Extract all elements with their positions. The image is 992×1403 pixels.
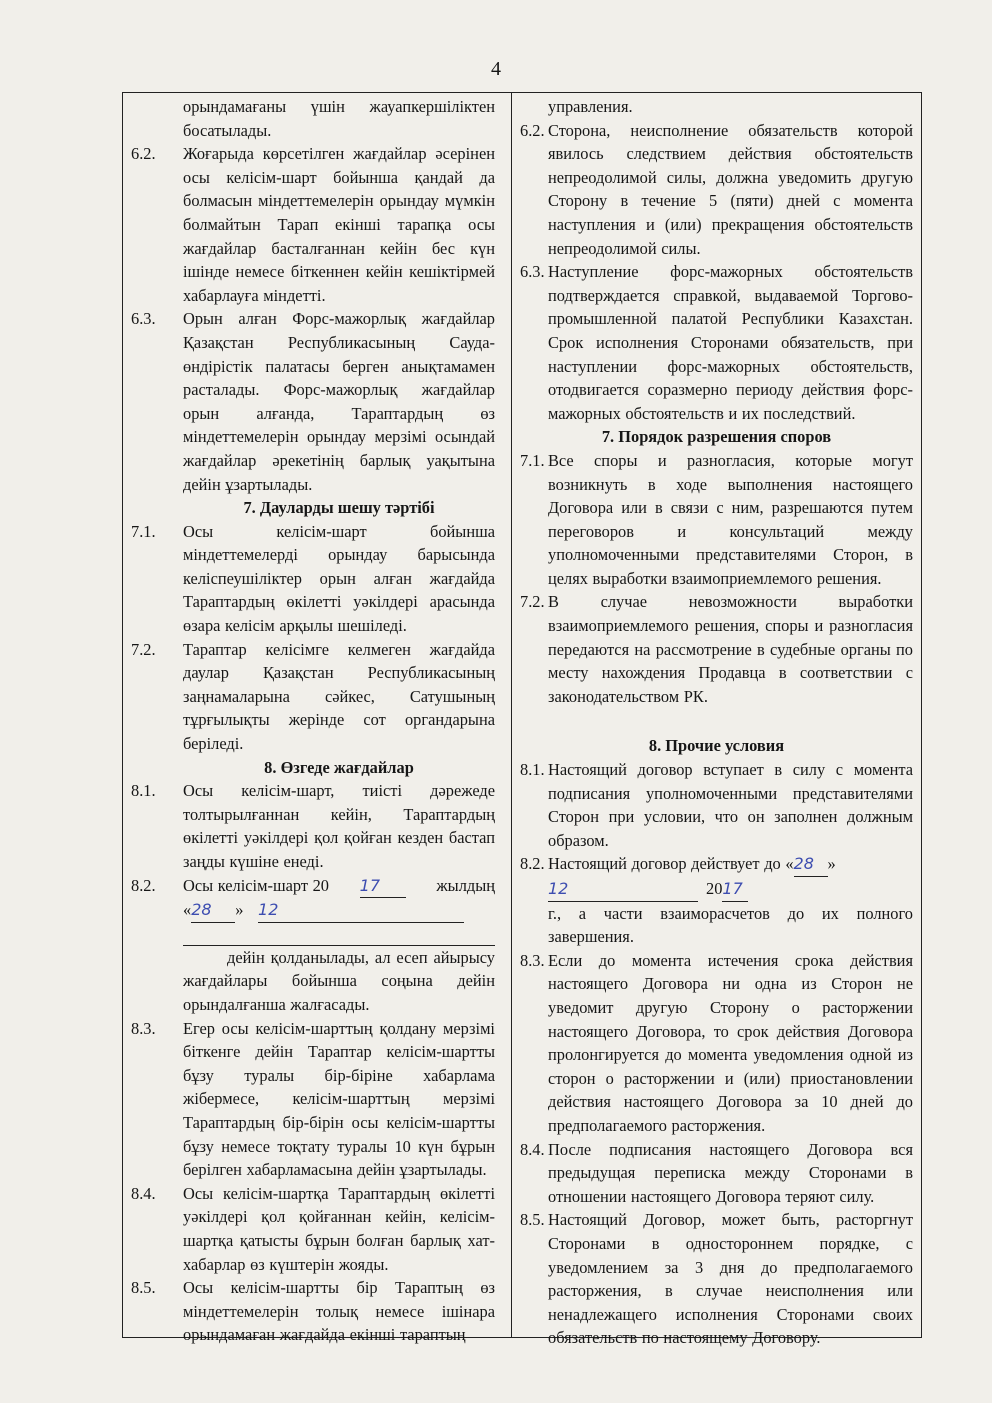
clause-text: Сторона, неисполнение обязательств которой явилось следствием действия обстоятельств непреодолимой силы, должна уведомить другую Сторону в течение 5 (пяти) дней с момента наступления и (или) прекращения обстоятельств непреодолимой силы. — [548, 120, 913, 258]
clause-text: Егер осы келісім-шарттың қолдану мерзімі біткенге дейін Тараптар келісім-шартты бұзу туралы бір-біріне хабарлама жібермесе, келісім-шарттың мерзімі Тараптардың бір-бірін осы келісім-шартты бұзу немесе тоқтату туралы 10 күн бұрын берілген хабарламасына дейін ұзартылады. — [183, 1018, 495, 1180]
left-clause-8-4 — [131, 1182, 495, 1276]
left-intro: орындамағаны үшін жауапкершіліктен босатылады. — [183, 97, 495, 140]
left-clause-7-1 — [131, 520, 495, 638]
left-clause-6-3 — [131, 307, 495, 496]
clause-number: 6.3. — [131, 309, 156, 329]
month-underline — [183, 923, 495, 946]
russian-column — [512, 93, 921, 1348]
clause-text — [183, 874, 495, 1017]
clause-number: 7.2. — [131, 639, 156, 659]
right-clause-8-5 — [520, 1208, 913, 1350]
clause-text: После подписания настоящего Договора вся предыдущая переписка между Сторонами в отношении настоящего Договора теряют силу. — [548, 1139, 913, 1206]
clause-number: 8.1. — [520, 760, 545, 780]
quote-close: » — [235, 900, 244, 920]
day-blank — [794, 852, 828, 877]
handwritten-month: 12 — [258, 900, 279, 920]
clause-number: 7.1. — [520, 450, 545, 470]
clause-text: Тараптар келісімге келмеген жағдайда даулар Қазақстан Республикасының заңнамаларына сәйкес, Сатушының тұрғылықты жерінде сот органдарына беріледі. — [183, 639, 495, 754]
left-clause-7-2 — [131, 638, 495, 756]
right-clause-8-3 — [520, 949, 913, 1138]
right-clause-6-2 — [520, 119, 913, 261]
right-clause-8-4 — [520, 1138, 913, 1209]
clause-number: 8.2. — [520, 854, 545, 874]
term-word: жылдың — [436, 875, 495, 895]
quote-close: » — [827, 854, 836, 874]
clause-text: Все споры и разногласия, которые могут возникнуть в ходе выполнения настоящего Договора или в связи с ним, разрешаются путем переговоров и консультаций между уполномоченными представителями Сторон, в целях выработки взаимоприемлемого решения. — [548, 450, 913, 588]
quote-open: « — [183, 900, 192, 920]
clause-text: В случае невозможности выработки взаимоприемлемого решения, споры и разногласия передаются на рассмотрение в судебные органы по месту нахождения Продавца в соответствии с законодательством РК. — [548, 592, 913, 706]
left-section-8-heading: 8. Өзгеде жағдайлар — [264, 757, 414, 777]
term-line — [183, 874, 495, 899]
handwritten-day: 28 — [191, 900, 212, 920]
page-number: 4 — [491, 58, 501, 80]
handwritten-month: 12 — [548, 879, 569, 898]
year-prefix: 20 — [706, 879, 723, 898]
right-clause-6-3 — [520, 260, 913, 425]
date-line — [548, 877, 913, 902]
clause-text: Наступление форс-мажорных обстоятельств подтверждается справкой, выдаваемой Торгово-промышленной палатой Республики Казахстан. Срок исполнения Сторонами обязательств, при наступлении форс-мажорных обстоятельств, отодвигается соразмерно периоду действия форс-мажорных обстоятельств и их последствий. — [548, 262, 913, 423]
clause-text: Осы келісім-шартты бір Тараптың өз міндеттемелерін толық немесе ішінара орындамаған жағдайда екінші тараптың — [183, 1278, 495, 1345]
clause-number: 8.5. — [131, 1278, 156, 1298]
clause-number: 6.2. — [131, 144, 156, 164]
contract-table — [122, 92, 922, 1348]
kazakh-column — [123, 93, 512, 1345]
term-rest: дейін қолданылады, ал есеп айырысу жағдайлары бойынша соңына дейін орындалғанша жалғасады. — [183, 947, 495, 1014]
clause-number: 8.5. — [520, 1210, 545, 1230]
quote-open: « — [785, 854, 794, 874]
clause-text: Осы келісім-шарт, тиісті дәрежеде толтырылғаннан кейін, Тараптардың өкілетті уәкілдері қол қойған кезден бастап заңды күшіне енеді. — [183, 781, 495, 871]
right-section-7-heading: 7. Порядок разрешения споров — [601, 427, 832, 447]
right-clause-7-1 — [520, 449, 913, 591]
term-line — [548, 852, 913, 877]
clause-text: Если до момента истечения срока действия настоящего Договора ни одна из Сторон не уведомит другую Сторону о расторжении настоящего Договора, то срок действия Договора пролонгируется до момента уведомления одной из сторон о расторжении и (или) приостановлении действия настоящего Договора за 10 дней до предполагаемого расторжения. — [548, 950, 913, 1135]
handwritten-year: 17 — [359, 875, 381, 895]
clause-number: 7.2. — [520, 592, 545, 612]
right-clause-7-2 — [520, 590, 913, 708]
year-blank — [360, 874, 406, 899]
term-prefix: Осы келісім-шарт 20 — [183, 875, 329, 895]
clause-number: 8.1. — [131, 781, 156, 801]
month-blank — [258, 898, 464, 923]
left-clause-8-2 — [131, 874, 495, 1017]
clause-number: 8.3. — [520, 950, 545, 970]
clause-text — [548, 852, 913, 948]
handwritten-day: 28 — [793, 854, 814, 874]
left-clause-8-3 — [131, 1017, 495, 1182]
year-blank — [722, 877, 748, 902]
right-section-8-heading: 8. Прочие условия — [648, 736, 785, 756]
spacer — [520, 708, 913, 734]
term-rest: г., а части взаиморасчетов до их полного завершения. — [548, 903, 913, 947]
clause-number: 8.3. — [131, 1018, 156, 1038]
clause-number: 6.3. — [520, 262, 545, 282]
left-section-7-heading: 7. Дауларды шешу тәртібі — [243, 498, 435, 518]
clause-number: 6.2. — [520, 120, 545, 140]
clause-number: 8.4. — [520, 1139, 545, 1159]
clause-text: Орын алған Форс-мажорлық жағдайлар Қазақстан Республикасының Сауда-өндірістік палатасы берген анықтамамен расталады. Форс-мажорлық жағдайлар орын алғанда, Тараптардың өз міндеттемелерін орындау мерзімі осындай жағдайлар әрекетінің барлық уақытына дейін ұзартылады. — [183, 309, 495, 494]
clause-number: 8.4. — [131, 1183, 156, 1203]
left-clause-8-1 — [131, 779, 495, 873]
handwritten-year: 17 — [722, 879, 743, 898]
clause-number: 7.1. — [131, 521, 156, 541]
day-blank — [191, 898, 235, 923]
clause-text: Настоящий Договор, может быть, расторгнут Сторонами в одностороннем порядке, с уведомлением за 3 дня до предполагаемого расторжения, в случае неисполнения или ненадлежащего исполнения Сторонами своих обязательств по настоящему Договору. — [548, 1210, 913, 1348]
left-clause-8-5 — [131, 1276, 495, 1347]
right-clause-8-2 — [520, 852, 913, 948]
clause-text: Осы келісім-шартқа Тараптардың өкілетті уәкілдері қол қойғаннан кейін, келісім-шартқа қатысты бұрын болған барлық хат-хабарлар өз күштерін жояды. — [183, 1183, 495, 1274]
day-line — [183, 898, 495, 923]
right-clause-8-1 — [520, 758, 913, 852]
clause-text: Жоғарыда көрсетілген жағдайлар әсерінен осы келісім-шарт бойынша қандай да болмасын міндеттемелерін орындау мүмкін болмайтын Тарап екінші тарапқа осы жағдайлар басталғаннан кейін бес күн ішінде немесе біткеннен кейін кешіктірмей хабарлауға міндетті. — [183, 144, 495, 305]
clause-text: Осы келісім-шарт бойынша міндеттемелерді орындау барысында келіспеушіліктер орын алған жағдайда Тараптардың өкілетті уәкілдері арасында өзара келісім арқылы шешіледі. — [183, 521, 495, 636]
left-clause-6-2 — [131, 142, 495, 307]
clause-number: 8.2. — [131, 875, 156, 895]
clause-text: Настоящий договор вступает в силу с момента подписания уполномоченными представителями Сторон при условии, что он заполнен должным образом. — [548, 760, 913, 850]
term-prefix: Настоящий договор действует до — [548, 854, 781, 874]
right-intro: управления. — [548, 97, 633, 116]
month-blank — [548, 877, 698, 902]
